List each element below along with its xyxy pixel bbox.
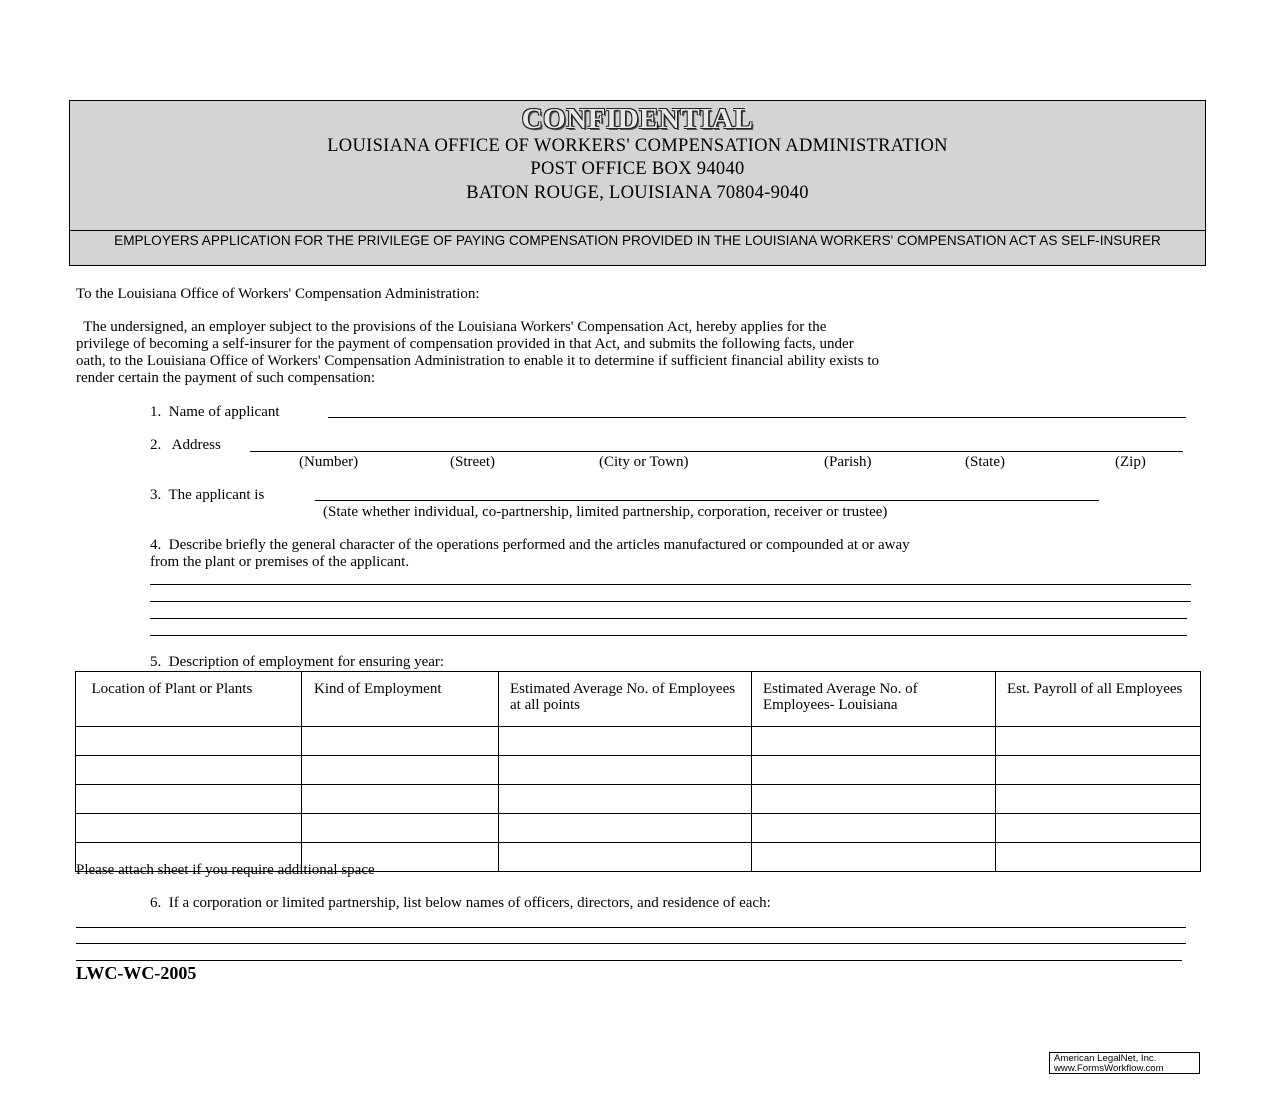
describe-input-line-3[interactable] — [150, 618, 1187, 619]
table-cell[interactable] — [499, 785, 752, 814]
po-box: POST OFFICE BOX 94040 — [530, 159, 745, 179]
intro-line-3: oath, to the Louisiana Office of Workers' Compensation Administration to enable it to determine if sufficient financial ability exists to — [76, 353, 879, 369]
table-cell[interactable] — [996, 843, 1201, 872]
column-header-location: Location of Plant or Plants — [76, 672, 302, 727]
officers-input-line-1[interactable] — [76, 927, 1186, 928]
applicant-hint: (State whether individual, co-partnership, limited partnership, corporation, receiver or trustee) — [323, 504, 888, 520]
table-cell[interactable] — [996, 785, 1201, 814]
table-cell[interactable] — [996, 814, 1201, 843]
table-cell[interactable] — [996, 727, 1201, 756]
address-sub-parish: (Parish) — [824, 454, 872, 470]
column-header-avg-louisiana: Estimated Average No. of Employees- Louisiana — [752, 672, 996, 727]
table-cell[interactable] — [752, 843, 996, 872]
header-divider — [70, 230, 1205, 231]
address-sub-street: (Street) — [450, 454, 495, 470]
address-label: 2. Address — [150, 437, 221, 453]
describe-input-line-4[interactable] — [150, 635, 1187, 636]
document-title: CONFIDENTIAL — [521, 103, 754, 135]
name-label: 1. Name of applicant — [150, 404, 280, 420]
intro-line-4: render certain the payment of such compensation: — [76, 370, 376, 386]
column-header-payroll: Est. Payroll of all Employees — [996, 672, 1201, 727]
officers-label: 6. If a corporation or limited partnership, list below names of officers, directors, and residence of each: — [150, 895, 771, 911]
describe-input-line-1[interactable] — [150, 584, 1191, 585]
table-cell[interactable] — [996, 756, 1201, 785]
footer-credit-box — [1049, 1052, 1200, 1074]
employment-label: 5. Description of employment for ensuring year: — [150, 654, 445, 670]
intro-line-2: privilege of becoming a self-insurer for the payment of compensation provided in that Act, and submits the following facts, under — [76, 336, 854, 352]
describe-line-1: 4. Describe briefly the general character of the operations performed and the articles manufactured or compounded at or away — [150, 537, 910, 553]
address-sub-city: (City or Town) — [599, 454, 689, 470]
table-cell[interactable] — [302, 785, 499, 814]
address-sub-state: (State) — [965, 454, 1005, 470]
address-input-line[interactable] — [250, 451, 1183, 452]
describe-line-2: from the plant or premises of the applicant. — [150, 554, 410, 570]
applicant-input-line[interactable] — [315, 500, 1099, 501]
table-cell[interactable] — [752, 756, 996, 785]
footer-url[interactable]: www.FormsWorkflow.com — [1054, 1062, 1164, 1074]
table-cell[interactable] — [499, 814, 752, 843]
table-row — [76, 814, 1201, 843]
table-row — [76, 785, 1201, 814]
table-cell[interactable] — [302, 727, 499, 756]
table-cell[interactable] — [76, 727, 302, 756]
table-cell[interactable] — [302, 814, 499, 843]
table-cell[interactable] — [76, 814, 302, 843]
table-cell[interactable] — [752, 814, 996, 843]
address-sub-zip: (Zip) — [1115, 454, 1146, 470]
table-cell[interactable] — [499, 843, 752, 872]
table-cell[interactable] — [752, 785, 996, 814]
salutation: To the Louisiana Office of Workers' Compensation Administration: — [76, 286, 480, 302]
table-header-row — [76, 672, 1201, 727]
column-header-avg-all: Estimated Average No. of Employees at all points — [499, 672, 752, 727]
intro-line-1: The undersigned, an employer subject to the provisions of the Louisiana Workers' Compensation Act, hereby applies for the — [76, 319, 827, 335]
table-cell[interactable] — [76, 756, 302, 785]
city-address: BATON ROUGE, LOUISIANA 70804-9040 — [466, 183, 809, 203]
footer-company: American LegalNet, Inc. — [1054, 1053, 1157, 1064]
employment-table — [75, 671, 1201, 872]
table-cell[interactable] — [499, 756, 752, 785]
application-title: EMPLOYERS APPLICATION FOR THE PRIVILEGE OF PAYING COMPENSATION PROVIDED IN THE LOUISIANA WORKERS' COMPENSATION ACT AS SELF-INSURER — [114, 233, 1161, 248]
header-box — [69, 100, 1206, 266]
address-sub-number: (Number) — [299, 454, 359, 470]
table-cell[interactable] — [302, 756, 499, 785]
table-cell[interactable] — [76, 785, 302, 814]
column-header-kind: Kind of Employment — [302, 672, 499, 727]
name-input-line[interactable] — [328, 417, 1186, 418]
table-cell[interactable] — [752, 727, 996, 756]
applicant-label: 3. The applicant is — [150, 487, 265, 503]
describe-input-line-2[interactable] — [150, 601, 1191, 602]
officers-input-line-3[interactable] — [76, 960, 1182, 961]
table-row — [76, 727, 1201, 756]
officers-input-line-2[interactable] — [76, 943, 1186, 944]
attach-note: Please attach sheet if you require additional space — [76, 862, 375, 878]
agency-name: LOUISIANA OFFICE OF WORKERS' COMPENSATION ADMINISTRATION — [327, 136, 948, 156]
table-cell[interactable] — [499, 727, 752, 756]
table-row — [76, 756, 1201, 785]
form-code: LWC-WC-2005 — [76, 963, 197, 983]
